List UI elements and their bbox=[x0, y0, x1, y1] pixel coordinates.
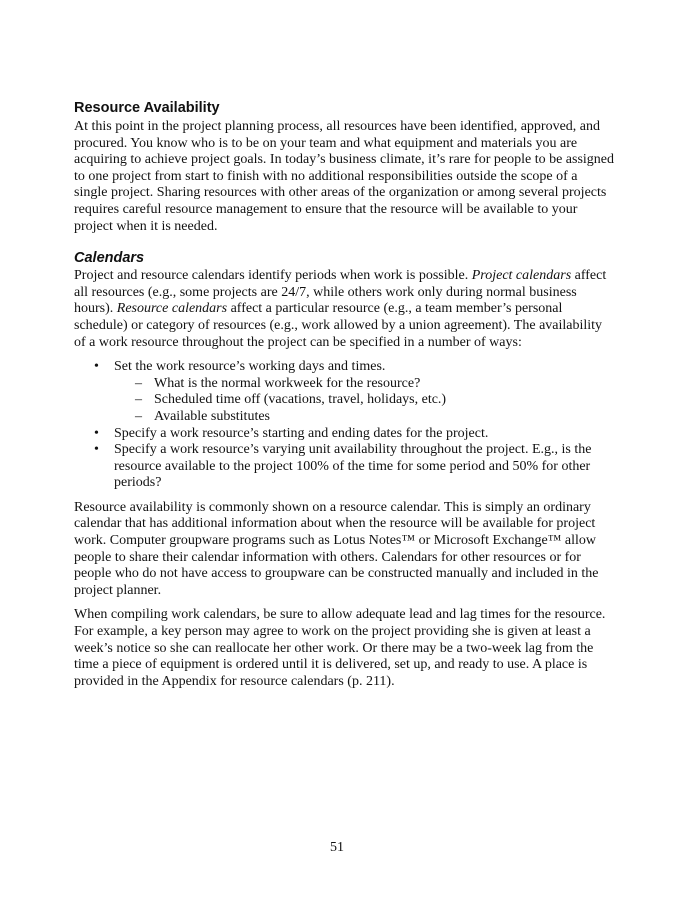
intro-text-3: affect a particular resource (e.g., a team member’s personal schedule) or category of resources (e.g., work allowed by a union agreement). The availability of a work resource throughout the project can be specified in a number of ways: bbox=[74, 301, 603, 350]
list-item-text: Specify a work resource’s starting and ending dates for the project. bbox=[114, 425, 489, 441]
resource-calendars-term: Resource calendars bbox=[116, 301, 228, 317]
sub-list bbox=[114, 376, 614, 426]
list-item-text: Specify a work resource’s varying unit availability throughout the project. E.g., is the resource available to the project 100% of the time for some period and 50% for other periods? bbox=[114, 442, 592, 491]
sub-list-item bbox=[114, 392, 614, 409]
sub-list-item-text: Scheduled time off (vacations, travel, holidays, etc.) bbox=[154, 392, 447, 408]
list-item bbox=[74, 442, 614, 492]
calendars-heading: Calendars bbox=[74, 250, 145, 267]
list-item-text: Set the work resource’s working days and times. bbox=[114, 359, 386, 375]
sub-list-item bbox=[114, 409, 614, 426]
bullet-icon: • bbox=[94, 442, 99, 458]
sub-list-item-text: What is the normal workweek for the resource? bbox=[154, 375, 421, 391]
dash-icon: – bbox=[135, 375, 142, 391]
project-calendars-term: Project calendars bbox=[471, 268, 572, 284]
ways-list bbox=[74, 359, 614, 492]
dash-icon: – bbox=[135, 392, 142, 408]
calendars-paragraph-3: When compiling work calendars, be sure to allow adequate lead and lag times for the resource. For example, a key person may agree to work on the project providing she is given at least a week’s notice so she can reallocate her other work. Or there may be a two-week lag from the time a piece of equipment is ordered until it is delivered, set up, and ready to use. A place is provided in the Appendix for resource calendars (p. 211). bbox=[74, 607, 606, 689]
section-heading: Resource Availability bbox=[74, 100, 220, 116]
list-item bbox=[74, 359, 614, 425]
document-page bbox=[74, 99, 614, 690]
sub-list-item bbox=[114, 376, 614, 393]
list-item bbox=[74, 426, 614, 443]
sub-list-item-text: Available substitutes bbox=[154, 408, 270, 424]
intro-text-1: Project and resource calendars identify periods when work is possible. bbox=[74, 268, 472, 284]
bullet-icon: • bbox=[94, 425, 99, 441]
page-number: 51 bbox=[330, 840, 344, 855]
calendars-paragraph-2: Resource availability is commonly shown on a resource calendar. This is simply an ordinary calendar that has additional information about when the resource will be available for project work. Computer groupware programs such as Lotus Notes™ or Microsoft Exchange™ allow people to share their calendar information with others. Calendars for other resources or for people who do not have access to groupware can be constructed manually and included in the project planner. bbox=[74, 499, 599, 598]
dash-icon: – bbox=[135, 408, 142, 424]
calendars-intro-paragraph bbox=[74, 268, 614, 351]
bullet-icon: • bbox=[94, 359, 99, 375]
section-intro-paragraph: At this point in the project planning process, all resources have been identified, approved, and procured. You know who is to be on your team and what equipment and materials you are acquiring to achieve project goals. In today’s business climate, it’s rare for people to be assigned to one project from start to finish with no additional responsibilities outside the scope of a single project. Sharing resources with other areas of the organization or among several projects requires careful resource management to ensure that the resource will be available to your project when it is needed. bbox=[74, 119, 615, 234]
intro-text-2: affect all resources (e.g., some projects are 24/7, while others work only during normal business hours). bbox=[74, 268, 607, 317]
